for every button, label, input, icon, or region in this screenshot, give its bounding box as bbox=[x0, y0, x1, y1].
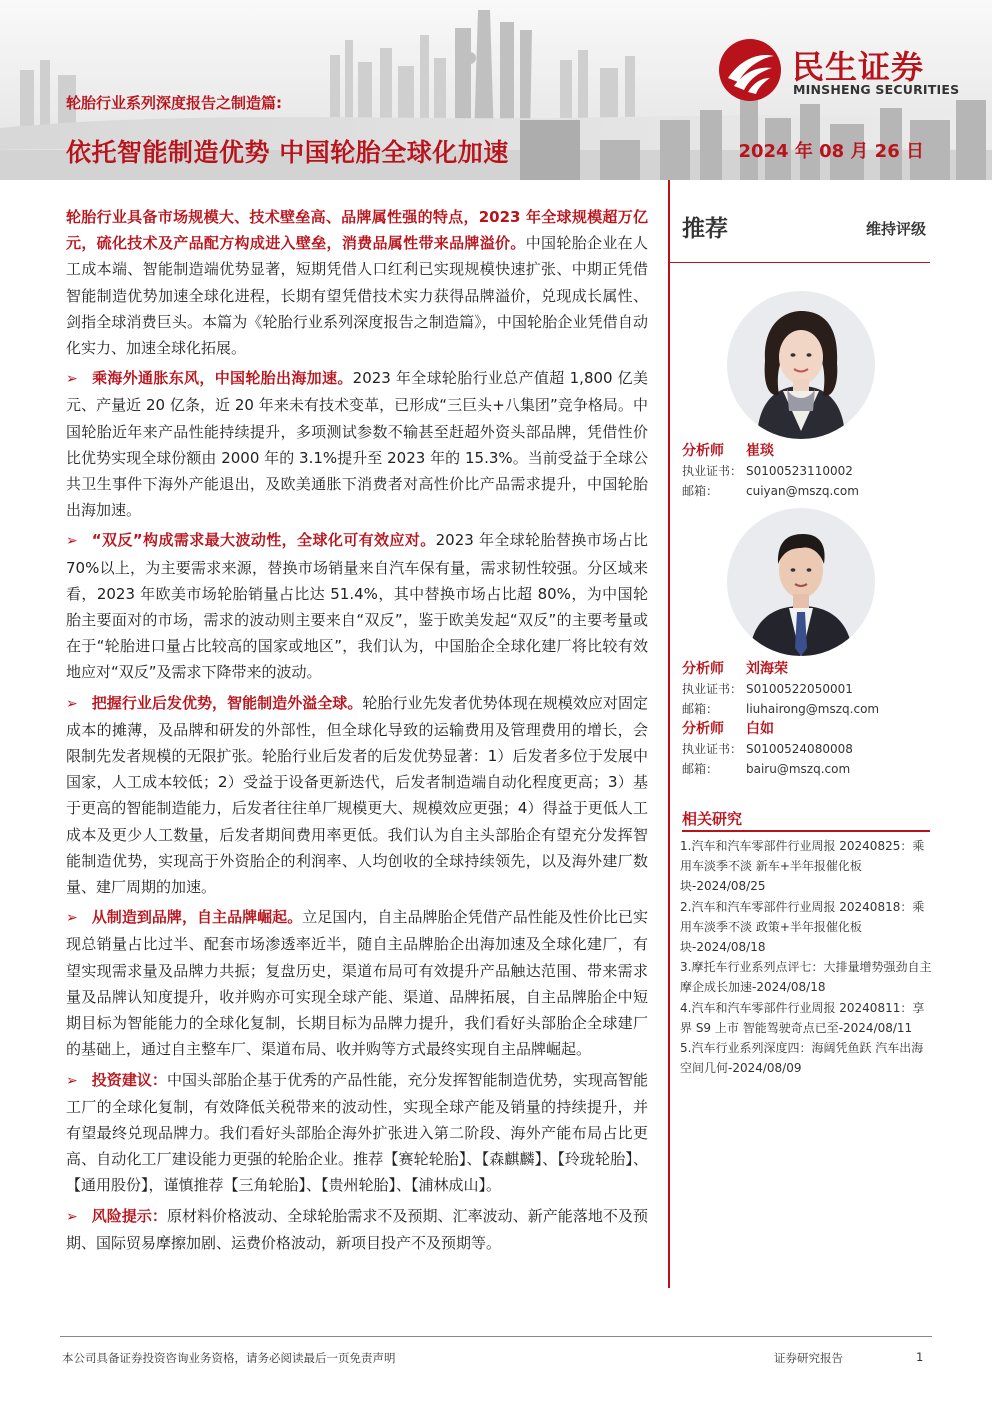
bullet-title: 乘海外通胀东风，中国轮胎出海加速。 bbox=[91, 369, 353, 388]
analyst-card-bairu bbox=[682, 719, 942, 779]
bullet-title: “双反”构成需求最大波动性，全球化可有效应对。 bbox=[91, 531, 436, 550]
page-number: 1 bbox=[916, 1350, 924, 1364]
analyst-card-cuiyan bbox=[682, 441, 942, 501]
bullet-title: 投资建议： bbox=[91, 1070, 167, 1089]
report-date: 2024 年 08 月 26 日 bbox=[738, 141, 924, 162]
intro-text: 中国轮胎企业在人工成本端、智能制造端优势显著，短期凭借人口红利已实现规模快速扩张、中期正凭借智能制造优势加速全球化进程，长期有望凭借技术实力获得品牌溢价，兑现成长属性、剑指全球消费巨头。本篇为《轮胎行业系列深度报告之制造篇》，中国轮胎企业凭借自动化实力、加速全球化拓展。 bbox=[66, 234, 648, 358]
bullet-text: 中国头部胎企基于优秀的产品性能，充分发挥智能制造优势，实现高智能工厂的全球化复制，有效降低关税带来的波动性，实现全球产能及销量的持续提升，并有望最终兑现品牌力。我们看好头部胎企海外扩张进入第二阶段、海外产能布局占比更高、自动化工厂建设能力更强的轮胎企业。推荐【赛轮轮胎】、【森麒麟】、【玲珑轮胎】、【通用股份】，谨慎推荐【三角轮胎】、【贵州轮胎】、【浦林成山】。 bbox=[66, 1070, 648, 1195]
column-divider bbox=[668, 180, 670, 1288]
bullet-arrow-icon: ➢ bbox=[66, 371, 78, 388]
cert-number: S0100523110002 bbox=[746, 464, 853, 478]
bullet-point bbox=[66, 690, 648, 901]
bullet-arrow-icon: ➢ bbox=[66, 695, 78, 712]
analyst-email[interactable]: cuiyan@mszq.com bbox=[746, 484, 859, 498]
related-research-divider bbox=[682, 830, 930, 832]
rating-box bbox=[682, 208, 930, 248]
footer-report-type: 证券研究报告 bbox=[774, 1351, 843, 1365]
related-research-item[interactable]: 2.汽车和汽车零部件行业周报 20240818：乘用车淡季不淡 政策+半年报催化板块-2024/08/18 bbox=[680, 899, 925, 955]
minsheng-logo bbox=[718, 38, 968, 102]
related-research-title: 相关研究 bbox=[682, 810, 743, 828]
cert-number: S0100522050001 bbox=[746, 682, 853, 696]
bullet-arrow-icon: ➢ bbox=[66, 1072, 78, 1089]
bullet-point bbox=[66, 1067, 648, 1199]
bullet-text: 原材料价格波动、全球轮胎需求不及预期、汇率波动、新产能落地不及预期、国际贸易摩擦加剧、运费价格波动，新项目投产不及预期等。 bbox=[66, 1206, 648, 1252]
analyst-photo bbox=[727, 291, 875, 439]
analyst-role: 分析师 bbox=[682, 661, 724, 677]
email-label: 邮箱： bbox=[682, 702, 719, 716]
logo-text-en: MINSHENG SECURITIES bbox=[793, 82, 960, 97]
bullet-title: 风险提示： bbox=[91, 1206, 167, 1225]
bullet-text: 2023 年全球轮胎行业总产值超 1,800 亿美元、产量近 20 亿条，近 20 年来未有技术变革，已形成“三巨头+八集团”竞争格局。中国轮胎近年来产品性能持续提升，多项测试参数不输甚至赶超外资头部品牌，凭借性价比优势实现全球份额由 2000 年的 3.1%提升至 2023 年的 15.3%。当前受益于全球公共卫生事件下海外产能退出，及欧美通胀下消费者对高性价比产品需求提升，中国轮胎出海加速。 bbox=[66, 369, 648, 520]
analyst-portrait-icon bbox=[727, 508, 875, 656]
related-research-item[interactable]: 5.汽车行业系列深度四：海阔凭鱼跃 汽车出海空间几何-2024/08/09 bbox=[680, 1041, 924, 1076]
cert-number: S0100524080008 bbox=[746, 742, 853, 756]
cert-label: 执业证书： bbox=[682, 682, 743, 696]
footer-disclaimer: 本公司具备证券投资咨询业务资格，请务必阅读最后一页免责声明 bbox=[62, 1351, 396, 1365]
analyst-photo bbox=[727, 508, 875, 656]
footer-divider bbox=[60, 1336, 932, 1337]
rating-label: 推荐 bbox=[682, 216, 728, 242]
analyst-role: 分析师 bbox=[682, 443, 724, 459]
logo-text-cn: 民生证券 bbox=[792, 48, 925, 86]
bullet-title: 把握行业后发优势，智能制造外溢全球。 bbox=[91, 693, 363, 712]
bullet-arrow-icon: ➢ bbox=[66, 1208, 78, 1225]
bullet-point bbox=[66, 1203, 648, 1256]
analyst-card-liuhairong bbox=[682, 659, 942, 719]
related-research-item[interactable]: 4.汽车和汽车零部件行业周报 20240811：享界 S9 上市 智能驾驶奇点已至-2024/08/11 bbox=[680, 1000, 925, 1035]
analyst-role: 分析师 bbox=[682, 721, 724, 737]
analyst-name: 崔琰 bbox=[746, 443, 774, 459]
minsheng-logo-icon bbox=[718, 38, 782, 102]
email-label: 邮箱： bbox=[682, 762, 719, 776]
analyst-name: 白如 bbox=[746, 721, 774, 737]
cert-label: 执业证书： bbox=[682, 742, 743, 756]
bullet-text: 轮胎行业先发者优势体现在规模效应对固定成本的摊薄，及品牌和研发的外部性，但全球化导致的运输费用及管理费用的增长，会限制先发者规模的无限扩张。轮胎行业后发者的后发优势显著：1）后发者多位于发展中国家，人工成本较低；2）受益于设备更新迭代，后发者制造端自动化程度更高；3）基于更高的智能制造能力，后发者往往单厂规模更大、规模效应更强；4）得益于更低人工成本及更少人工数量，后发者期间费用率更低。我们认为自主头部胎企有望充分发挥智能制造优势，实现高于外资胎企的利润率、人均创收的全球持续领先，以及海外建厂数量、建厂周期的加速。 bbox=[66, 693, 648, 897]
intro-paragraph bbox=[66, 204, 648, 361]
summary-column bbox=[66, 204, 648, 1256]
report-title: 依托智能制造优势 中国轮胎全球化加速 bbox=[66, 138, 509, 167]
series-title: 轮胎行业系列深度报告之制造篇: bbox=[66, 94, 283, 112]
bullet-point bbox=[66, 904, 648, 1062]
related-research-item[interactable]: 1.汽车和汽车零部件行业周报 20240825：乘用车淡季不淡 新车+半年报催化板块-2024/08/25 bbox=[680, 839, 925, 894]
rating-divider bbox=[668, 262, 930, 263]
related-research-item[interactable]: 3.摩托车行业系列点评七：大排量增势强劲自主摩企成长加速-2024/08/18 bbox=[680, 960, 932, 995]
analyst-name: 刘海荣 bbox=[746, 661, 788, 677]
rating-maintained: 维持评级 bbox=[865, 220, 926, 238]
analyst-email[interactable]: bairu@mszq.com bbox=[746, 762, 851, 776]
analyst-portrait-icon bbox=[727, 291, 875, 439]
intro-highlight: 轮胎行业具备市场规模大、技术壁垒高、品牌属性强的特点，2023 年全球规模超万亿元，硫化技术及产品配方构成进入壁垒，消费品属性带来品牌溢价。 bbox=[66, 208, 648, 253]
bullet-arrow-icon: ➢ bbox=[66, 533, 78, 550]
analyst-email[interactable]: liuhairong@mszq.com bbox=[746, 702, 880, 716]
cert-label: 执业证书： bbox=[682, 464, 743, 478]
header-banner bbox=[0, 0, 992, 180]
bullet-point bbox=[66, 527, 648, 685]
email-label: 邮箱： bbox=[682, 484, 719, 498]
bullet-text: 立足国内，自主品牌胎企凭借产品性能及性价比已实现总销量占比过半、配套市场渗透率近半，随自主品牌胎企出海加速及全球化建厂，有望实现需求量及品牌力共振；复盘历史，渠道布局可有效提升产品触达范围、带来需求量及品牌认知度提升，收并购亦可实现全球产能、渠道、品牌拓展，自主品牌胎企中短期目标为智能能力的全球化复制，长期目标为品牌力提升，我们看好头部胎企全球建厂的基础上，通过自主整车厂、渠道布局、收并购等方式最终实现自主品牌崛起。 bbox=[66, 908, 648, 1059]
bullet-point bbox=[66, 365, 648, 523]
bullet-title: 从制造到品牌，自主品牌崛起。 bbox=[91, 908, 303, 927]
bullet-arrow-icon: ➢ bbox=[66, 910, 78, 927]
related-research-list bbox=[680, 836, 932, 1078]
bullet-text: 2023 年全球轮胎替换市场占比 70%以上，为主要需求来源，替换市场销量来自汽车保有量，需求韧性较强。分区域来看，2023 年欧美市场轮胎销量占比达 51.4%，其中替换市场占比超 80%，为中国轮胎主要面对的市场，需求的波动则主要来自“双反”，鉴于欧美发起“双反”的主要考量或在于“轮胎进口量占比较高的国家或地区”，我们认为，中国胎企全球化建厂将比较有效地应对“双反”及需求下降带来的波动。 bbox=[66, 531, 648, 682]
